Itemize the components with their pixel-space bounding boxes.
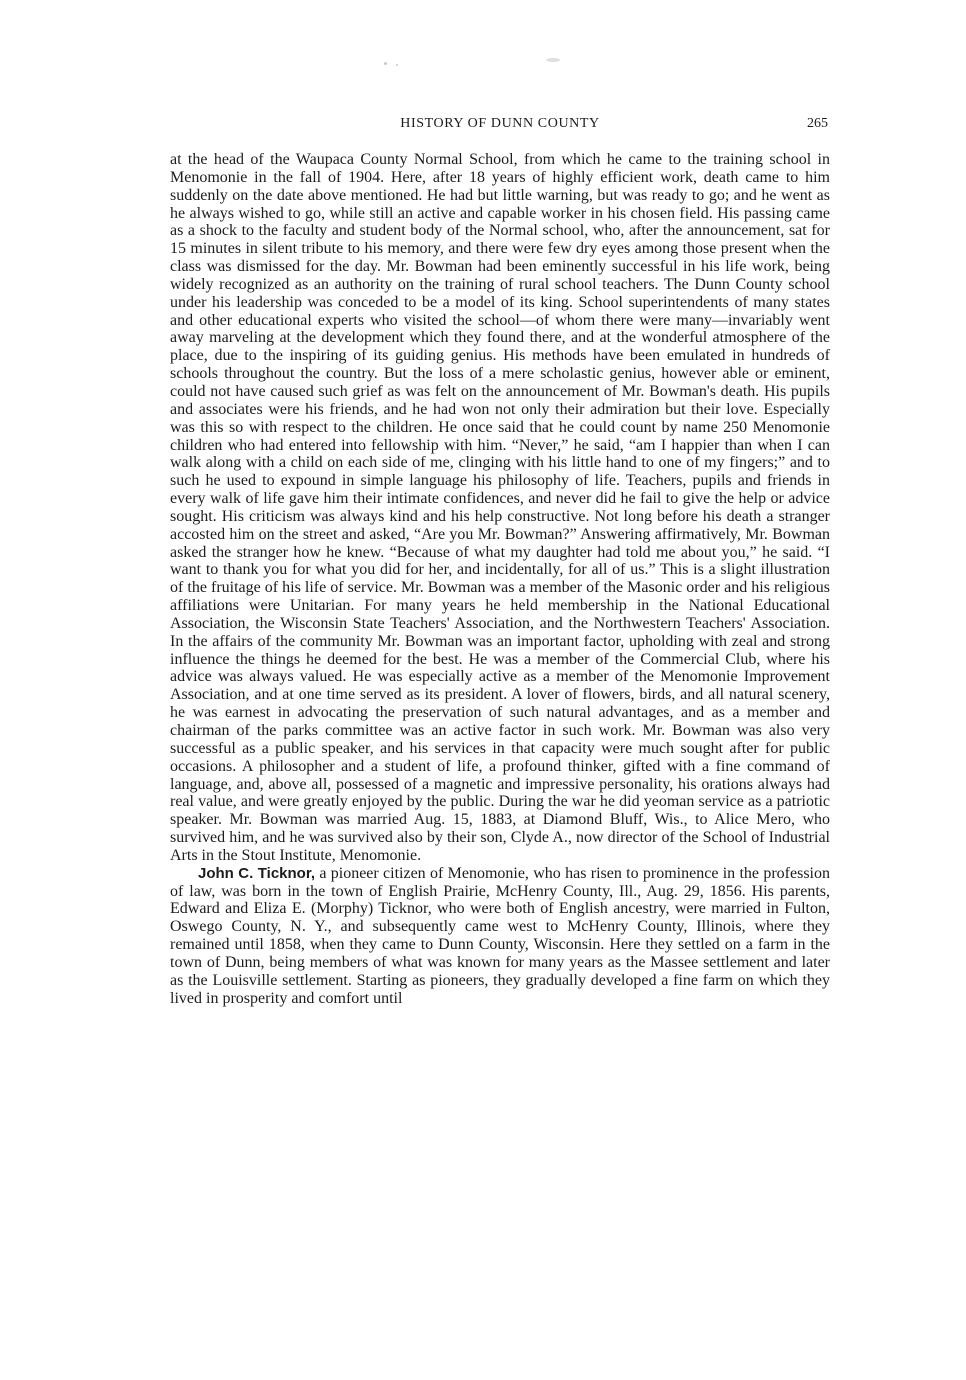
scan-speck	[396, 64, 398, 66]
paragraph-bowman	[170, 151, 830, 865]
biography-subject-name: John C. Ticknor,	[198, 864, 316, 882]
scan-speck	[384, 62, 387, 65]
paragraph-ticknor	[170, 865, 830, 1008]
body-text	[170, 151, 830, 1008]
page-number: 265	[807, 116, 828, 131]
scan-speck	[546, 58, 560, 62]
paragraph-text: a pioneer citizen of Menomonie, who has risen to prominence in the profession of law, was born in the town of English Prairie, McHenry County, Ill., Aug. 29, 1856. His parents, Edward and Eliza E. (Morphy) Ticknor, who were both of English ancestry, were married in Fulton, Oswego County, N. Y., and subsequently came west to McHenry County, Illinois, where they remained until 1858, when they came to Dunn County, Wisconsin. Here they settled on a farm in the town of Dunn, being members of what was known for many years as the Massee settlement and later as the Louisville settlement. Starting as pioneers, they gradually developed a fine farm on which they lived in prosperity and comfort until	[170, 864, 830, 1007]
paragraph-text: at the head of the Waupaca County Normal School, from which he came to the training school in Menomonie in the fall of 1904. Here, after 18 years of highly efficient work, death came to him suddenly on the date above mentioned. He had but little warning, but was ready to go; and he went as he always wished to go, while still an active and capable worker in his chosen field. His passing came as a shock to the faculty and student body of the Normal school, who, after the announcement, sat for 15 minutes in silent tribute to his memory, and there were few dry eyes among those present when the class was dismissed for the day. Mr. Bowman had been eminently successful in his life work, being widely recognized as an authority on the training of rural school teachers. The Dunn County school under his leadership was conceded to be a model of its king. School superintendents of many states and other educational experts who visited the school—of whom there were many—invariably went away marveling at the development which they found there, and at the wonderful atmosphere of the place, due to the inspiring of its guiding genius. His methods have been emulated in hundreds of schools throughout the country. But the loss of a mere scholastic genius, however able or eminent, could not have caused such grief as was felt on the announcement of Mr. Bowman's death. His pupils and associates were his friends, and he had won not only their admiration but their love. Especially was this so with respect to the children. He once said that he could count by name 250 Menomonie children who had entered into fellowship with him. “Never,” he said, “am I happier than when I can walk along with a child on each side of me, clinging with his little hand to one of my fingers;” and to such he used to expound in simple language his philosophy of life. Teachers, pupils and friends in every walk of life gave him their intimate confidences, and never did he fail to give the help or advice sought. His criticism was always kind and his help constructive. Not long before his death a stranger accosted him on the street and asked, “Are you Mr. Bowman?” Answering affirmatively, Mr. Bowman asked the stranger how he knew. “Because of what my daughter had told me about you,” he said. “I want to thank you for what you did for her, and incidentally, for all of us.” This is a slight illustration of the fruitage of his life of service. Mr. Bowman was a member of the Masonic order and his religious affiliations were Unitarian. For many years he held membership in the National Educational Association, the Wisconsin State Teachers' Association, and the Northwestern Teachers' Association. In the affairs of the community Mr. Bowman was an important factor, upholding with zeal and strong influence the things he deemed for the best. He was a member of the Commercial Club, where his advice was always valued. He was especially active as a member of the Menomonie Improvement Association, and at one time served as its president. A lover of flowers, birds, and all natural scenery, he was earnest in advocating the preservation of such natural advantages, and as a member and chairman of the parks committee was an active factor in such work. Mr. Bowman was also very successful as a public speaker, and his services in that capacity were much sought after for public occasions. A philosopher and a student of life, a profound thinker, gifted with a fine command of language, and, above all, possessed of a magnetic and impressive personality, his orations always had real value, and were greatly enjoyed by the public. During the war he did yeoman service as a patriotic speaker. Mr. Bowman was married Aug. 15, 1883, at Diamond Bluff, Wis., to Alice Mero, who survived him, and he was survived also by their son, Clyde A., now director of the School of Industrial Arts in the Stout Institute, Menomonie.	[170, 151, 830, 864]
page-header	[170, 116, 830, 136]
running-title: HISTORY OF DUNN COUNTY	[400, 116, 600, 131]
